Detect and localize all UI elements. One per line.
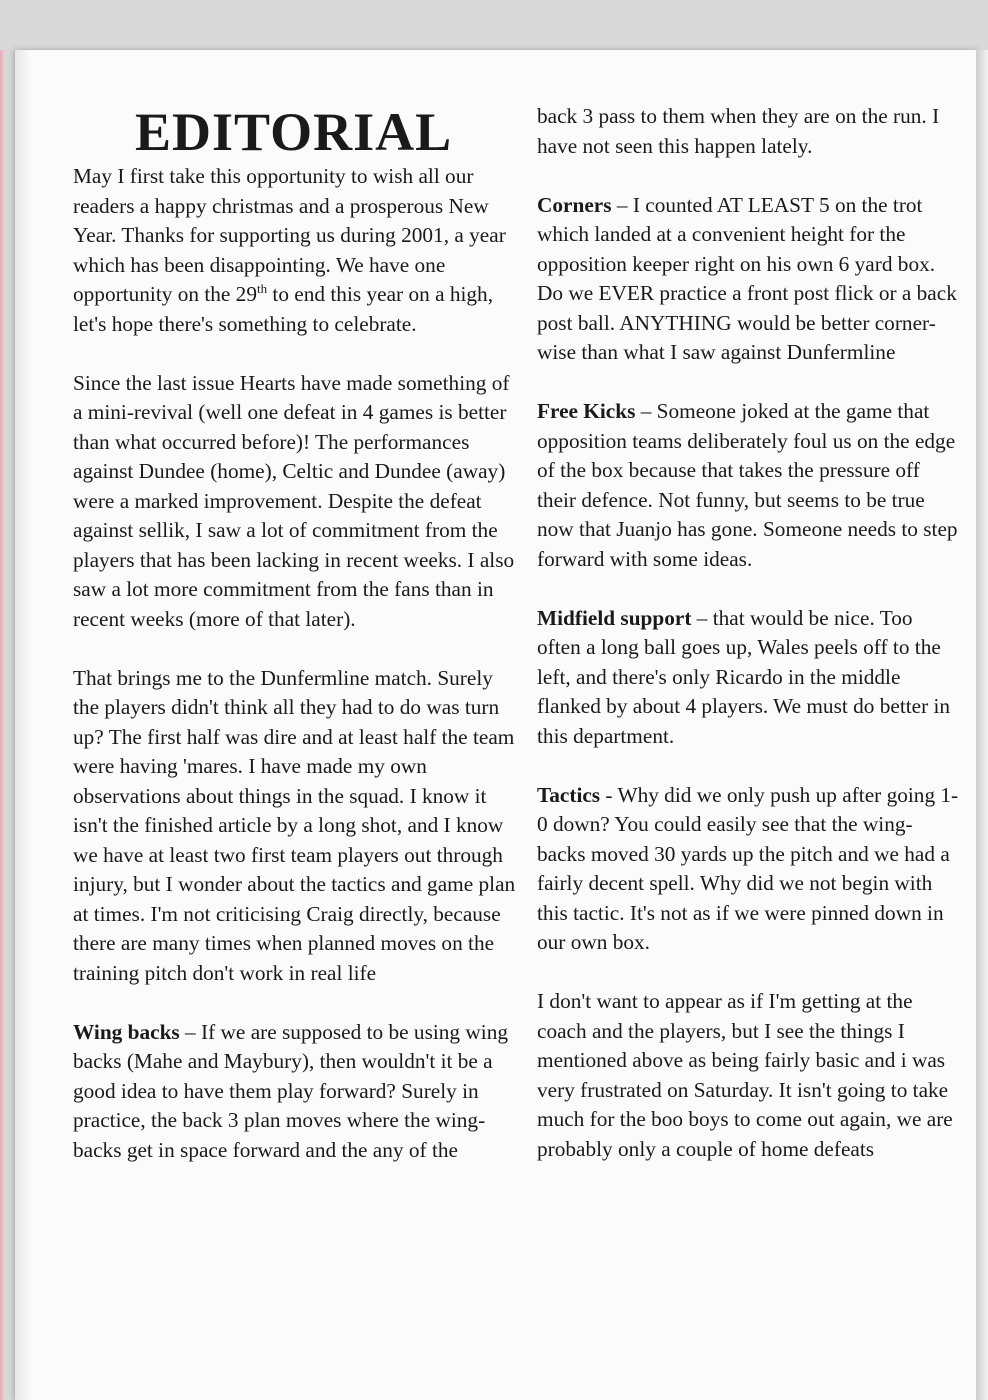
free-kicks-paragraph [537, 397, 959, 574]
revival-paragraph: Since the last issue Hearts have made something of a mini-revival (well one defeat in 4 games is better than what occurred before)! The performances against Dundee (home), Celtic and Dundee (away) were a marked improvement. Despite the defeat against sellik, I saw a lot of commitment from the players that has been lacking in recent weeks. I also saw a lot more commitment from the fans than in recent weeks (more of that later). [73, 370, 515, 631]
wing-backs-heading: Wing backs [73, 1019, 180, 1044]
tactics-paragraph [537, 781, 959, 958]
dunfermline-paragraph: That brings me to the Dunfermline match. Surely the players didn't think all they had to do was turn up? The first half was dire and at least half the team were having 'mares. I have made my own observations about things in the squad. I know it isn't the finished article by a long shot, and I know we have at least two first team players out through injury, but I wonder about the tactics and game plan at times. I'm not criticising Craig directly, because there are many times when planned moves on the training pitch don't work in real life [73, 665, 516, 985]
midfield-heading: Midfield support [537, 605, 692, 630]
midfield-paragraph [537, 604, 959, 752]
continuation-paragraph: back 3 pass to them when they are on the run. I have not seen this happen lately. [537, 104, 940, 158]
intro-paragraph [73, 162, 521, 339]
right-column [537, 102, 959, 1194]
intro-text-end: to end this year on a high, let's hope there's something to celebrate. [73, 282, 494, 336]
fanzine-page [14, 50, 977, 1400]
corners-text: – I counted AT LEAST 5 on the trot which landed at a convenient height for the opposition keeper right on his own 6 yard box. Do we EVER practice a front post flick or a back post ball. ANYTHING would be better corner-wise than what I saw against Dunfermline [537, 192, 957, 364]
corners-heading: Corners [537, 192, 612, 217]
page-right-edge [976, 50, 988, 1400]
corners-paragraph [537, 191, 959, 368]
tactics-text: - Why did we only push up after going 1-0 down? You could easily see that the wing-backs moved 30 yards up the pitch and we had a fairly decent spell. Why did we not begin with this tactic. It's not as if we were pinned down in our own box. [537, 782, 959, 954]
intro-text: May I first take this opportunity to wish all our readers a happy christmas and a prosperous New Year. Thanks for supporting us during 2001, a year which has been disappointing. We have one [73, 164, 506, 277]
midfield-text: – that would be nice. Too often a long ball goes up, Wales peels off to the left, and there's only Ricardo in the middle flanked by about 4 players. We must do better in this department. [537, 605, 951, 748]
free-kicks-heading: Free Kicks [537, 399, 636, 423]
page-title: EDITORIAL [135, 102, 453, 162]
page-edge [0, 50, 5, 1400]
wing-backs-paragraph [73, 1018, 521, 1166]
wing-backs-text: – If we are supposed to be using wing backs (Mahe and Maybury), then wouldn't it be a good idea to have them play forward? Surely in practice, the back 3 plan moves where the wing-backs get in space forward and the any of the [73, 1019, 508, 1162]
intro-text-date: opportunity on the 29 [73, 282, 257, 306]
left-column [73, 162, 521, 1195]
ordinal-suffix: th [256, 280, 268, 296]
free-kicks-text: – Someone joked at the game that opposition teams deliberately foul us on the edge of the box because that takes the pressure off their defence. Not funny, but seems to be true now that Juanjo has gone. Someone needs to step forward with some ideas. [537, 399, 958, 571]
closing-paragraph: I don't want to appear as if I'm getting at the coach and the players, but I see the things I mentioned above as being fairly basic and i was very frustrated on Saturday. It isn't going to take much for the boo boys to come out again, we are probably only a couple of home defeats [537, 989, 953, 1161]
tactics-heading: Tactics [537, 782, 601, 807]
